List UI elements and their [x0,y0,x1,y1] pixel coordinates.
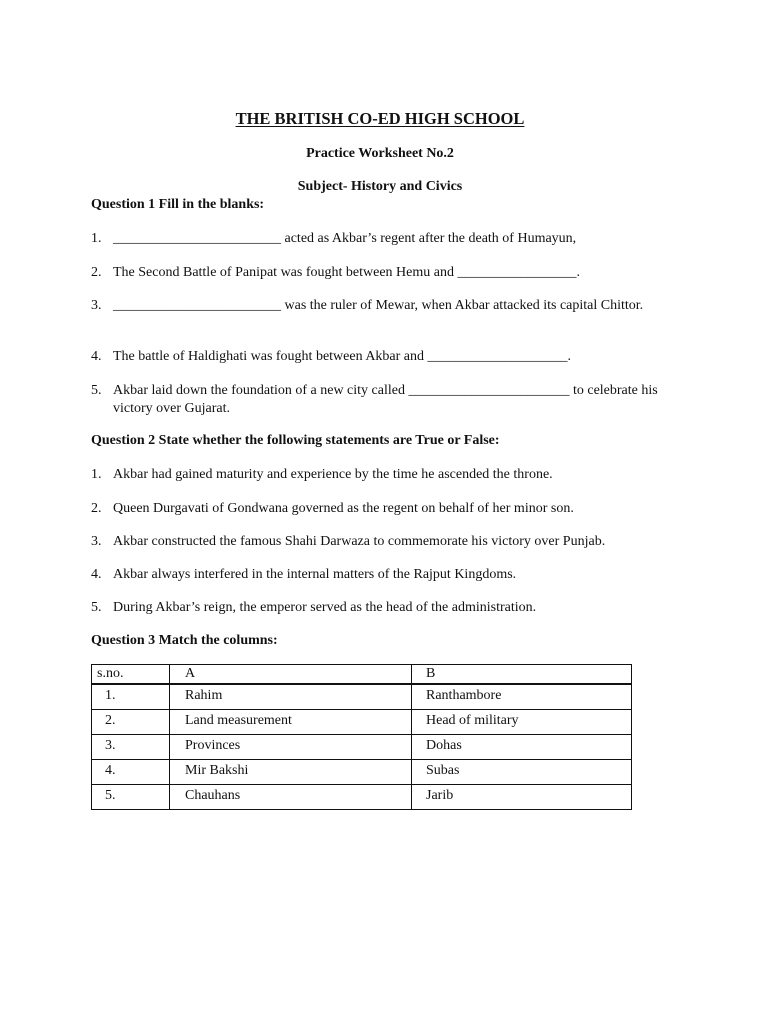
q2-item-number: 5. [91,600,102,615]
q2-item-number: 1. [91,467,102,482]
q1-item-text: ________________________ acted as Akbar’s regent after the death of Humayun, [113,231,577,246]
question-1-heading: Question 1 Fill in the blanks: [91,197,265,212]
cell-a: Chauhans [170,785,412,810]
cell-a: Land measurement [170,710,412,735]
q2-item-text: Akbar had gained maturity and experience by the time he ascended the throne. [113,467,553,482]
table-row [92,735,632,760]
q2-item-3 [91,533,691,551]
q2-item-text: Akbar constructed the famous Shahi Darwaza to commemorate his victory over Punjab. [113,534,606,549]
cell-sno: 3. [92,735,170,760]
q1-item-number: 4. [91,349,102,364]
table-row [92,785,632,810]
q2-item-4 [91,566,691,584]
q2-item-number: 3. [91,534,102,549]
q2-item-number: 4. [91,567,102,582]
cell-b: Subas [412,760,632,785]
q1-item-1 [91,230,691,248]
question-2-heading: Question 2 State whether the following statements are True or False: [91,433,500,448]
match-columns-table [91,664,632,810]
q1-item-2 [91,264,691,282]
column-header-b: B [412,665,632,685]
cell-b: Ranthambore [412,684,632,710]
cell-sno: 1. [92,684,170,710]
q1-item-3 [91,297,651,315]
q1-item-text: ________________________ was the ruler of Mewar, when Akbar attacked its capital Chittor. [113,298,644,313]
school-title: THE BRITISH CO-ED HIGH SCHOOL [235,109,525,128]
q2-item-5 [91,599,691,617]
cell-sno: 5. [92,785,170,810]
q2-item-text: Queen Durgavati of Gondwana governed as the regent on behalf of her minor son. [113,501,574,516]
cell-b: Dohas [412,735,632,760]
cell-sno: 4. [92,760,170,785]
q1-item-text: Akbar laid down the foundation of a new city called _______________________ to celebrate his victory over Gujarat. [113,383,658,416]
cell-a: Mir Bakshi [170,760,412,785]
q1-item-4 [91,348,691,366]
q1-item-number: 3. [91,298,102,313]
cell-a: Provinces [170,735,412,760]
table-row [92,760,632,785]
cell-sno: 2. [92,710,170,735]
table-row [92,684,632,710]
question-3-heading: Question 3 Match the columns: [91,633,278,648]
table-row [92,710,632,735]
q1-item-number: 1. [91,231,102,246]
q2-item-text: Akbar always interfered in the internal matters of the Rajput Kingdoms. [113,567,517,582]
column-header-sno: s.no. [92,665,170,685]
q2-item-text: During Akbar’s reign, the emperor served as the head of the administration. [113,600,537,615]
q1-item-number: 2. [91,265,102,280]
q1-item-5 [91,382,691,417]
table-header-row [92,665,632,685]
cell-b: Head of military [412,710,632,735]
worksheet-title: Practice Worksheet No.2 [306,146,454,161]
q2-item-1 [91,466,691,484]
subject-title: Subject- History and Civics [297,179,463,194]
q1-item-text: The Second Battle of Panipat was fought between Hemu and _________________. [113,265,580,280]
q2-item-number: 2. [91,501,102,516]
column-header-a: A [170,665,412,685]
q1-item-text: The battle of Haldighati was fought between Akbar and ____________________. [113,349,572,364]
cell-a: Rahim [170,684,412,710]
q1-item-number: 5. [91,383,102,398]
cell-b: Jarib [412,785,632,810]
q2-item-2 [91,500,691,518]
